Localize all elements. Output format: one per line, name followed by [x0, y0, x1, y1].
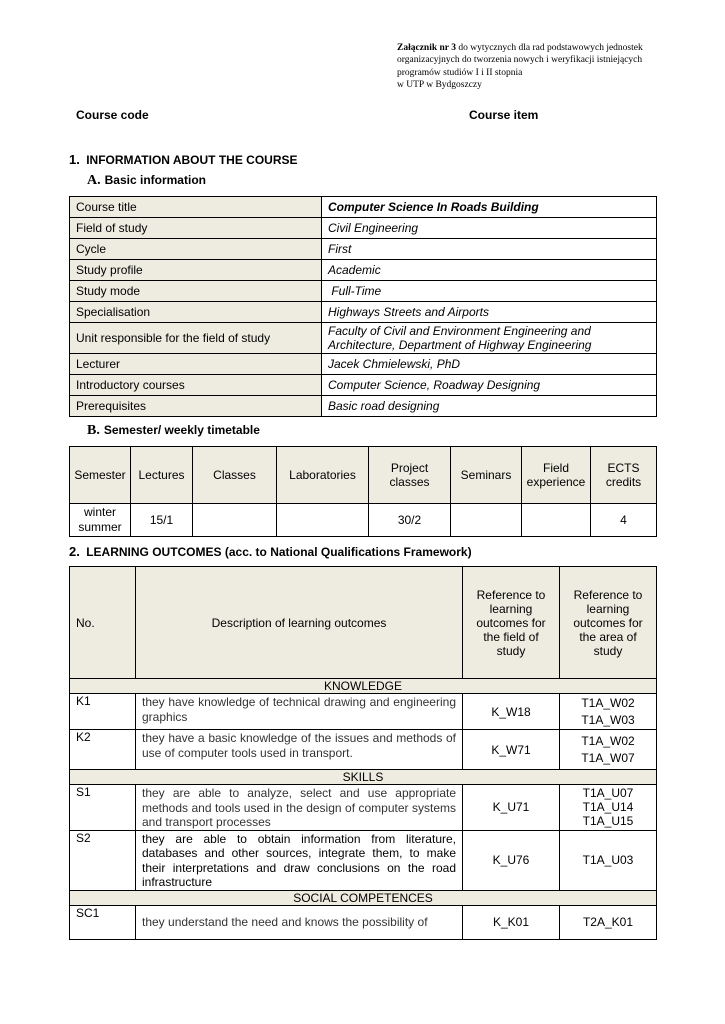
subsection-b-title: Semester/ weekly timetable [103, 423, 260, 437]
timetable-table [69, 446, 657, 537]
field-header-line2: experience [526, 475, 586, 489]
timetable-row [70, 504, 657, 537]
table-row [70, 905, 657, 939]
outcome-description: they are able to analyze, select and use appropriate methods and tools used in the design of computer systems and transport processes [136, 785, 463, 831]
semester-winter: winter [83, 505, 116, 519]
outcome-no: S1 [70, 785, 136, 831]
section1-heading [69, 152, 298, 167]
area-code: T1A_W07 [581, 750, 635, 765]
learning-outcomes-table [69, 566, 657, 940]
info-label: Field of study [70, 218, 322, 239]
ref-field-line: outcomes for [476, 615, 546, 630]
header-note-line2: organizacyjnych do tworzenia nowych i weryfikacji istniejących [397, 55, 643, 66]
skills-label: SKILLS [70, 770, 657, 785]
semester-header: Semester [70, 447, 131, 504]
area-code: T1A_W03 [581, 712, 635, 727]
outcome-field-ref: K_U76 [463, 830, 560, 890]
outcome-description: they understand the need and knows the possibility of [136, 905, 463, 939]
info-label: Cycle [70, 239, 322, 260]
info-value: Civil Engineering [322, 218, 657, 239]
project-header-line1: Project [390, 461, 429, 475]
info-value: Full-Time [322, 281, 657, 302]
info-value: Academic [322, 260, 657, 281]
header-note-line4: w UTP w Bydgoszczy [397, 79, 482, 90]
info-label: Specialisation [70, 302, 322, 323]
ects-header [591, 447, 657, 504]
reference-field-header [463, 567, 560, 679]
outcome-area-ref [560, 694, 657, 730]
area-code: T1A_U14 [582, 800, 634, 815]
outcome-area-ref: T2A_K01 [560, 905, 657, 939]
info-label: Prerequisites [70, 396, 322, 417]
outcome-field-ref: K_W18 [463, 694, 560, 730]
outcome-no: K1 [70, 694, 136, 730]
table-row [70, 302, 657, 323]
outcome-area-ref [560, 730, 657, 770]
info-label: Course title [70, 197, 322, 218]
ref-area-line: Reference to [573, 587, 643, 602]
attachment-number: Załącznik nr 3 [397, 43, 456, 53]
course-title-value: Computer Science In Roads Building [322, 197, 657, 218]
course-code-label: Course code [76, 108, 149, 122]
ref-field-line: Reference to [476, 587, 546, 602]
classes-cell [193, 504, 277, 537]
info-label: Unit responsible for the field of study [70, 323, 322, 354]
outcome-area-ref [560, 785, 657, 831]
document-header-note [397, 42, 697, 91]
table-row [70, 694, 657, 730]
table-row [70, 281, 657, 302]
area-code: T1A_W02 [581, 733, 635, 748]
basic-info-table [69, 196, 657, 417]
outcome-field-ref: K_W71 [463, 730, 560, 770]
outcome-description: they have knowledge of technical drawing and engineering graphics [136, 694, 463, 730]
subsection-a-heading [87, 173, 206, 189]
outcome-no: SC1 [70, 905, 136, 939]
laboratories-header: Laboratories [277, 447, 369, 504]
info-label: Study profile [70, 260, 322, 281]
knowledge-label: KNOWLEDGE [70, 679, 657, 694]
field-experience-header [522, 447, 591, 504]
section1-number: 1. [69, 152, 80, 167]
knowledge-section-row [70, 679, 657, 694]
outcome-description: they are able to obtain information from literature, databases and other sources, integrate them, to make their interpretations and draw conclusions on the road infrastructure [136, 830, 463, 890]
course-item-label: Course item [469, 108, 539, 122]
header-note-line3: programów studiów I i II stopnia [397, 67, 523, 78]
skills-section-row [70, 770, 657, 785]
field-experience-cell [522, 504, 591, 537]
table-row [70, 730, 657, 770]
social-section-row [70, 890, 657, 905]
area-code: T1A_U15 [582, 814, 634, 829]
lectures-header: Lectures [131, 447, 193, 504]
outcome-description: they have a basic knowledge of the issues and methods of use of computer tools used in transport. [136, 730, 463, 770]
unit-value-line1: Faculty of Civil and Environment Engineering and [328, 324, 591, 338]
reference-area-header [560, 567, 657, 679]
outcome-area-ref: T1A_U03 [560, 830, 657, 890]
table-row [70, 785, 657, 831]
subsection-a-title: Basic information [104, 173, 206, 187]
subsection-a-letter: A. [87, 173, 101, 188]
info-value: First [322, 239, 657, 260]
table-row [70, 375, 657, 396]
ref-area-line: study [593, 643, 623, 658]
section1-title: INFORMATION ABOUT THE COURSE [86, 153, 298, 167]
ref-area-line: learning [586, 601, 630, 616]
table-row [70, 396, 657, 417]
ref-field-line: the field of [483, 629, 539, 644]
section2-number: 2. [69, 544, 80, 559]
info-value: Highways Streets and Airports [322, 302, 657, 323]
info-label: Introductory courses [70, 375, 322, 396]
outcomes-header-row [70, 567, 657, 679]
section2-heading [69, 544, 472, 559]
classes-header: Classes [193, 447, 277, 504]
ects-header-line1: ECTS [607, 461, 640, 475]
info-value: Computer Science, Roadway Designing [322, 375, 657, 396]
description-header: Description of learning outcomes [136, 567, 463, 679]
ects-cell: 4 [591, 504, 657, 537]
table-row [70, 218, 657, 239]
area-code: T1A_U07 [582, 786, 634, 801]
section2-title: LEARNING OUTCOMES (acc. to National Qualifications Framework) [86, 545, 472, 559]
laboratories-cell [277, 504, 369, 537]
lectures-cell: 15/1 [131, 504, 193, 537]
outcome-no: K2 [70, 730, 136, 770]
table-row [70, 830, 657, 890]
header-note-line1: do wytycznych dla rad podstawowych jednostek [455, 43, 643, 53]
info-label: Study mode [70, 281, 322, 302]
ref-field-line: study [496, 643, 526, 658]
unit-value-line2: Architecture, Department of Highway Engineering [328, 338, 592, 352]
area-code: T1A_W02 [581, 695, 635, 710]
seminars-cell [451, 504, 522, 537]
outcome-no: S2 [70, 830, 136, 890]
timetable-header-row [70, 447, 657, 504]
ects-header-line2: credits [605, 475, 642, 489]
table-row [70, 323, 657, 354]
field-header-line1: Field [542, 461, 569, 475]
semester-cell [70, 504, 131, 537]
subsection-b-letter: B. [87, 423, 100, 438]
info-value: Basic road designing [322, 396, 657, 417]
seminars-header: Seminars [451, 447, 522, 504]
project-classes-header [369, 447, 451, 504]
info-label: Lecturer [70, 354, 322, 375]
outcome-field-ref: K_U71 [463, 785, 560, 831]
table-row [70, 354, 657, 375]
table-row [70, 260, 657, 281]
table-row [70, 239, 657, 260]
project-header-line2: classes [389, 475, 430, 489]
subsection-b-heading [87, 423, 260, 439]
semester-summer: summer [78, 520, 122, 534]
outcome-field-ref: K_K01 [463, 905, 560, 939]
ref-area-line: outcomes for [573, 615, 643, 630]
no-header: No. [70, 567, 136, 679]
ref-field-line: learning [489, 601, 533, 616]
project-cell: 30/2 [369, 504, 451, 537]
table-row [70, 197, 657, 218]
social-competences-label: SOCIAL COMPETENCES [70, 890, 657, 905]
ref-area-line: the area of [579, 629, 637, 644]
info-value [322, 323, 657, 354]
info-value: Jacek Chmielewski, PhD [322, 354, 657, 375]
